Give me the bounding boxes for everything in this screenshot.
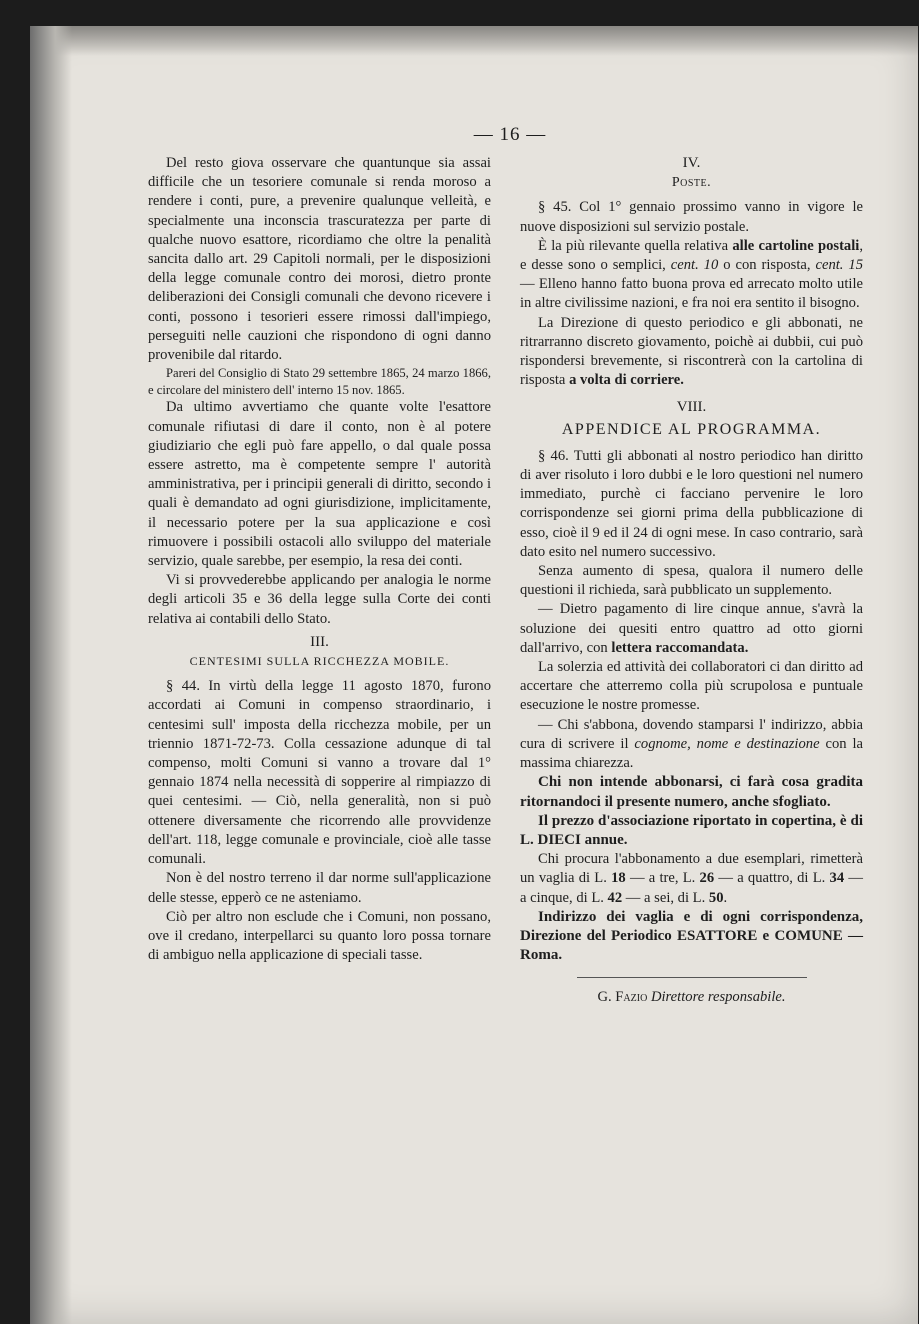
bold-text: a volta di corriere. xyxy=(569,372,684,389)
price: 26 xyxy=(699,870,715,887)
right-column xyxy=(520,154,863,1008)
page-number: — 16 — xyxy=(473,124,547,145)
paragraph xyxy=(520,237,863,314)
paragraph xyxy=(520,716,863,774)
bold-paragraph: Chi non intende abbonarsi, ci farà cosa gradita ritornandoci il presente numero, anche sfogliato. xyxy=(520,774,863,810)
paragraph: La solerzia ed attività dei collaboratori ci dan diritto ad accertare che atterremo colla più scrupolosa e puntuale esecuzione le nostre promesse. xyxy=(520,659,863,714)
paragraph: Del resto giova osservare che quantunque sia assai difficile che un tesoriere comunale si renda moroso a rendere i conti, pure, a prevenire qualunque velleità, e specialmente una inconscia trascuratezza per parte di qualche nuovo esattore, ricordiamo che oltre la penalità sancita dallo art. 29 Capitoli normali, per le disposizioni della legge comunale contro dei morosi, dietro pronte deliberazioni dei Consigli comunali che devono ricevere i conti, possono i tesorieri essere rimossi dall'impiego, perseguiti nelle cauzioni che rispondono di ogni danno provenibile dal ritardo. xyxy=(148,155,491,364)
text: — Elleno hanno fatto buona prova ed arrecato molto utile in altre civilissime nazioni, e fra noi era sentito il bisogno. xyxy=(520,276,863,312)
italic-text: cent. 10 xyxy=(670,257,719,274)
paragraph: Ciò per altro non esclude che i Comuni, non possano, ove il credano, interpellarci su quanto loro possa tornare di ambiguo nella applicazione di speciali tasse. xyxy=(148,908,491,964)
section-title: Poste. xyxy=(671,175,712,191)
price: 18 xyxy=(611,870,626,887)
text: — a tre, L. xyxy=(629,870,696,887)
paragraph xyxy=(520,314,863,391)
page-binding-shadow xyxy=(30,26,72,1324)
bold-paragraph: Indirizzo dei vaglia e di ogni corrispondenza, Direzione del Periodico ESATTORE e COMUNE — Roma. xyxy=(520,908,863,964)
text: — a cinque, di L. xyxy=(520,870,863,906)
text: Chi procura l'abbonamento a due esemplari, rimetterà un vaglia di L. xyxy=(520,851,863,887)
signature-role: Direttore responsabile. xyxy=(650,989,786,1006)
section-title: CENTESIMI SULLA RICCHEZZA MOBILE. xyxy=(189,654,450,669)
paragraph: § 46. Tutti gli abbonati al nostro periodico han diritto di aver risoluto i loro dubbi e le loro questioni nel numero immediato, purchè ci facciano pervenire le loro corrispondenze sei giorni prima della pubblicazione di esso, cioè il 9 ed il 24 di ogni mese. In caso contrario, sarà dato esito nel numero successivo. xyxy=(520,447,863,560)
text: È la più rilevante quella relativa xyxy=(538,237,729,254)
section-title: APPENDICE AL PROGRAMMA. xyxy=(561,420,822,438)
footnote: Pareri del Consiglio di Stato 29 settembre 1865, 24 marzo 1866, e circolare del ministero dell' interno 15 nov. 1865. xyxy=(148,366,491,397)
italic-text: cent. 15 xyxy=(815,257,863,274)
section-number: VIII. xyxy=(676,399,707,416)
signature xyxy=(520,988,863,1007)
paragraph: Non è del nostro terreno il dar norme sull'applicazione delle stesse, epperò ce ne asteniamo. xyxy=(148,870,491,906)
text: , e desse sono o semplici, xyxy=(520,237,863,274)
bold-text: alle cartoline postali xyxy=(732,237,860,254)
paragraph: Senza aumento di spesa, qualora il numero delle questioni il richieda, sarà pubblicato un supplemento. xyxy=(520,563,863,599)
paragraph: Vi si provvederebbe applicando per analogia le norme degli articoli 35 e 36 della legge sulla Corte dei conti relativa ai contabili dello Stato. xyxy=(148,572,491,627)
text: La Direzione di questo periodico e gli abbonati, ne ritrarranno discreto giovamento, poichè ai dubbii, cui può rispondersi brevemente, si riscontrerà con la cartolina di risposta xyxy=(520,314,863,389)
text: — Chi s'abbona, dovendo stamparsi l' indirizzo, abbia cura di scrivere il xyxy=(520,716,863,752)
paragraph: § 44. In virtù della legge 11 agosto 1870, furono accordati ai Comuni in compenso straordinario, i centesimi sull' imposta della ricchezza mobile, per un triennio 1871-72-73. Colla cessazione adunque di tal compenso, molti Comuni si vanno a trovare dal 1° gennaio 1874 nella necessità di sopperire al rimpiazzo di quei centesimi. — Ciò, nella generalità, non si può ottenere diversamente che ricorrendo alle provvidenze dell'art. 118, legge comunale e provinciale, cioè alle tasse comunali. xyxy=(148,678,491,868)
text: — Dietro pagamento di lire cinque annue, s'avrà la soluzione dei quesiti entro quattro ad otto giorni dall'arrivo, con xyxy=(520,601,863,656)
text: — a sei, di L. xyxy=(625,889,706,906)
text: con la massima chiarezza. xyxy=(520,735,863,772)
price: 50 xyxy=(708,889,724,906)
left-column xyxy=(148,154,491,965)
text: . xyxy=(723,889,728,906)
bold-paragraph: Il prezzo d'associazione riportato in copertina, è di L. DIECI annue. xyxy=(520,812,863,848)
text: — a quattro, di L. xyxy=(718,870,826,887)
section-number: IV. xyxy=(682,155,701,171)
italic-text: cognome, nome e destinazione xyxy=(634,735,820,752)
divider xyxy=(577,977,807,978)
text: o con risposta, xyxy=(723,257,811,274)
page-top-shadow xyxy=(30,26,918,56)
section-number: III. xyxy=(310,633,329,650)
paragraph xyxy=(520,850,863,908)
price: 34 xyxy=(829,870,845,887)
paragraph: § 45. Col 1° gennaio prossimo vanno in vigore le nuove disposizioni sul servizio postale. xyxy=(520,199,863,235)
price: 42 xyxy=(607,889,623,906)
document-page xyxy=(30,26,918,1324)
paragraph: Da ultimo avvertiamo che quante volte l'esattore comunale rifiutasi di dare il conto, non è al potere giudiziario che egli può fare appello, o dal quale possa essere astretto, ma è competente sempre l' autorità amministrativa, per i principii generali di diritto, secondo i quali è demandato ad ogni giurisdizione, implicitamente, il necessario potere per la sua applicazione e così rimuovere i possibili ostacoli allo sviluppo del materiale servizio, quale sarebbe, per esempio, la resa dei conti. xyxy=(148,399,491,570)
paragraph xyxy=(520,600,863,658)
bold-text: lettera raccomandata. xyxy=(611,639,749,656)
signature-name: G. Fazio xyxy=(597,989,648,1006)
